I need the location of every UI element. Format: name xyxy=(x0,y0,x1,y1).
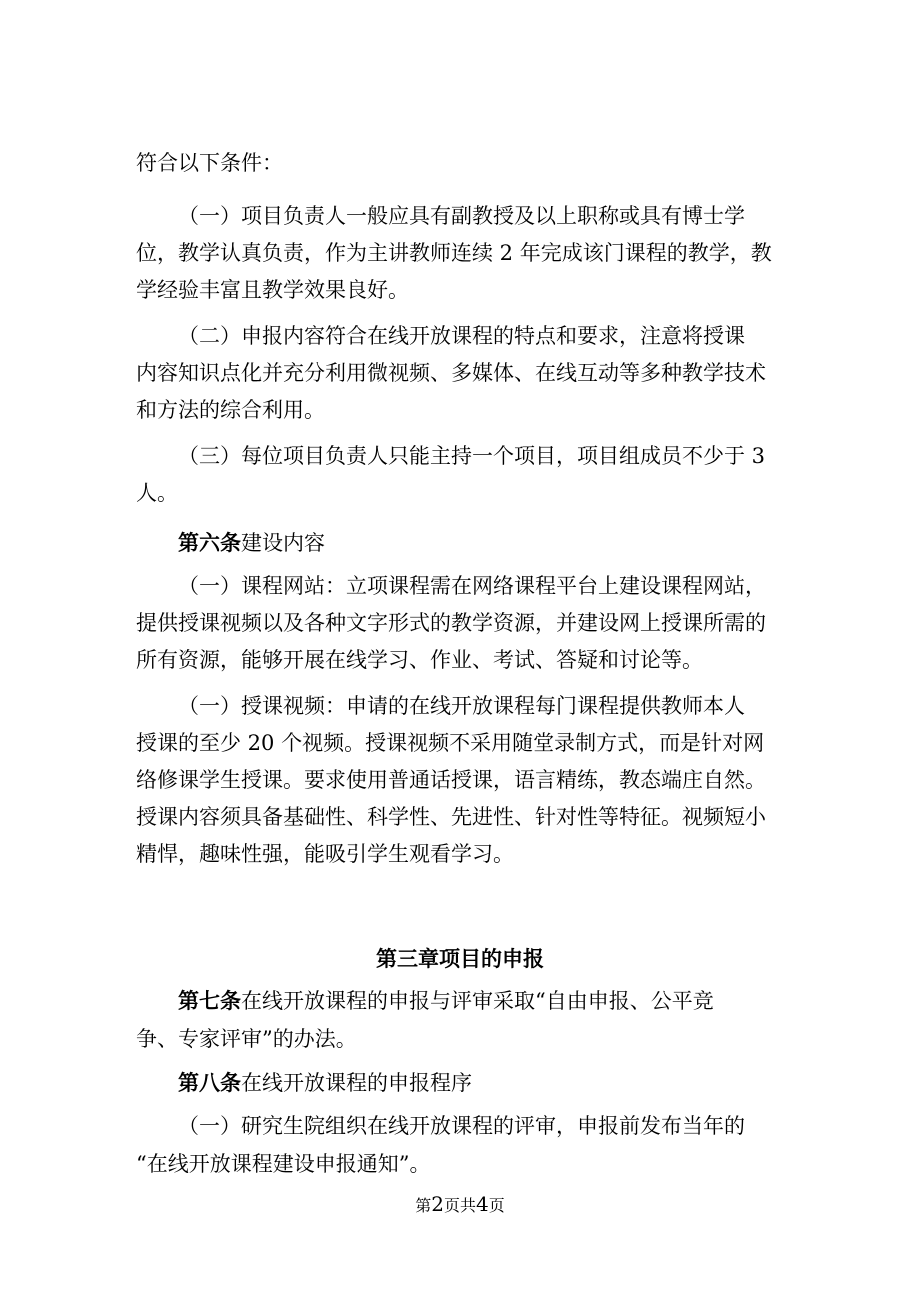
content-site-line-3: 所有资源，能够开展在线学习、作业、考试、答疑和讨论等。 xyxy=(136,648,703,672)
content-video-line-3: 络修课学生授课。要求使用普通话授课，语言精练，教态端庄自然。 xyxy=(136,768,766,792)
procedure-line-2: “在线开放课程建设申报通知”。 xyxy=(136,1152,431,1176)
condition-1-line-3: 学经验丰富且教学效果良好。 xyxy=(136,278,409,302)
intro-line: 符合以下条件： xyxy=(136,151,283,175)
footer-page-number: 2 xyxy=(431,1192,444,1216)
article-7-text: 在线开放课程的申报与评审采取“自由申报、公平竞 xyxy=(241,989,714,1013)
footer-prefix: 第 xyxy=(415,1196,432,1215)
article-7-label: 第七条 xyxy=(178,988,241,1013)
article-8-label: 第八条 xyxy=(178,1070,241,1095)
content-video-line-5: 精悍，趣味性强，能吸引学生观看学习。 xyxy=(136,842,514,866)
content-video-line-2: 授课的至少 20 个视频。授课视频不采用随堂录制方式，而是针对网 xyxy=(136,731,765,755)
condition-1-line-1: （一）项目负责人一般应具有副教授及以上职称或具有博士学 xyxy=(178,204,745,228)
condition-1-line-2: 位，教学认真负责，作为主讲教师连续 2 年完成该门课程的教学，教 xyxy=(136,241,772,265)
condition-2-line-3: 和方法的综合利用。 xyxy=(136,398,325,422)
article-8-line xyxy=(178,1068,472,1098)
condition-3-line-1: （三）每位项目负责人只能主持一个项目，项目组成员不少于 3 xyxy=(178,444,766,468)
article-6-line xyxy=(178,528,325,558)
content-site-line-2: 提供授课视频以及各种文字形式的教学资源，并建设网上授课所需的 xyxy=(136,611,766,635)
condition-3-line-2: 人。 xyxy=(136,481,178,505)
article-7-line-1 xyxy=(178,986,714,1016)
condition-2-line-1: （二）申报内容符合在线开放课程的特点和要求，注意将授课 xyxy=(178,324,745,348)
condition-2-line-2: 内容知识点化并充分利用微视频、多媒体、在线互动等多种教学技术 xyxy=(136,361,766,385)
article-7-line-2: 争、专家评审”的办法。 xyxy=(136,1027,357,1051)
footer-total-pages: 4 xyxy=(476,1192,489,1216)
content-video-line-4: 授课内容须具备基础性、科学性、先进性、针对性等特征。视频短小 xyxy=(136,805,766,829)
page-footer xyxy=(0,1192,920,1218)
chapter-3-heading: 第三章项目的申报 xyxy=(376,946,544,971)
article-6-label: 第六条 xyxy=(178,530,241,555)
footer-middle: 页共 xyxy=(443,1196,476,1215)
article-8-text: 在线开放课程的申报程序 xyxy=(241,1071,472,1095)
footer-suffix: 页 xyxy=(488,1196,505,1215)
procedure-line-1: （一）研究生院组织在线开放课程的评审，申报前发布当年的 xyxy=(178,1114,745,1138)
content-site-line-1: （一）课程网站：立项课程需在网络课程平台上建设课程网站， xyxy=(178,574,766,598)
content-video-line-1: （一）授课视频：申请的在线开放课程每门课程提供教师本人 xyxy=(178,694,745,718)
article-6-text: 建设内容 xyxy=(241,531,325,555)
